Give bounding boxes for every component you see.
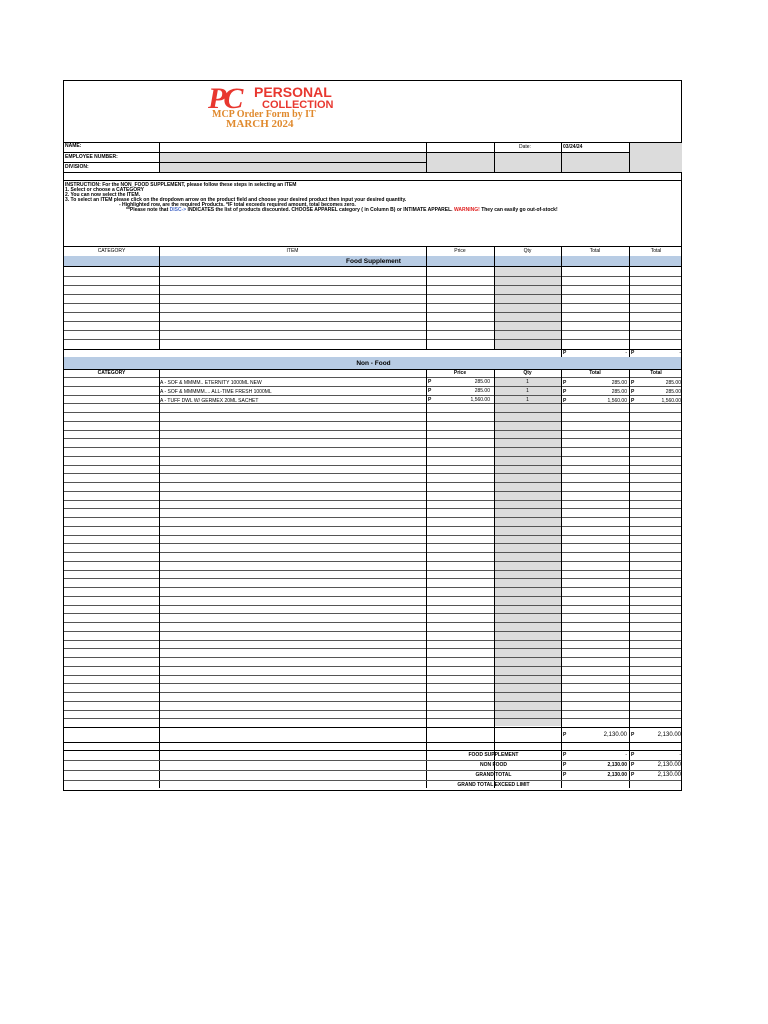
summary-food-value-2: - (679, 752, 681, 758)
nonfood-row-1-item[interactable]: A - SOF & MMMM.. ETERNITY 1000ML NEW (160, 380, 262, 386)
disc-indicator: DISC-> (169, 207, 187, 213)
logo-personal-text: PERSONAL (254, 84, 332, 100)
summary-nonfood-currency: P (563, 762, 567, 768)
summary-grand-total-value: 2,130.00 (607, 772, 627, 778)
nonfood-row-3-currency-total: P (563, 398, 567, 404)
name-label: NAME: (65, 143, 82, 149)
summary-grand-total-value-2: 2,130.00 (657, 772, 681, 778)
form-month: MARCH 2024 (226, 118, 294, 130)
order-form-sheet (63, 80, 682, 791)
instruction-line-2: 1. Select or choose a CATEGORY (65, 187, 144, 193)
grid-row-line (64, 508, 681, 509)
summary-nonfood-value-2: 2,130.00 (657, 762, 681, 768)
nonfood-col-category: CATEGORY (97, 370, 126, 376)
col-item: ITEM (286, 248, 299, 254)
nonfood-row-3-price: 1,560.00 (470, 397, 490, 403)
nonfood-subtotal-currency: P (563, 732, 567, 738)
instruction-line-3: 2. You can now select the ITEM. (65, 192, 141, 198)
instruction-line-5: - Highlighted row, are the required Products. *IF total exceeds required amount, total becomes zero. (119, 202, 356, 208)
food-subtotal-2: - (679, 350, 681, 356)
food-supplement-title: Food Supplement (346, 258, 401, 265)
summary-nonfood-value: 2,130.00 (607, 762, 627, 768)
summary-grand-total-label: GRAND TOTAL (475, 772, 512, 778)
grid-row-line (64, 648, 681, 649)
nonfood-row-2-total: 285.00 (611, 389, 627, 395)
nonfood-row-2-item[interactable]: A - SOF & MMMMM.... ALL-TIME FRESH 1000ML (160, 389, 272, 395)
nonfood-row-1-total-2: 285.00 (665, 380, 681, 386)
grid-row-line (64, 421, 681, 422)
col-total: Total (589, 248, 601, 254)
nonfood-row-1-qty[interactable]: 1 (526, 379, 529, 385)
grid-row-line (64, 430, 681, 431)
grid-row-line (64, 657, 681, 658)
nonfood-subtotal: 2,130.00 (603, 732, 627, 738)
grid-row-line (64, 491, 681, 492)
logo-collection-text: COLLECTION (262, 99, 334, 111)
summary-grand-currency: P (563, 772, 567, 778)
nonfood-col-price: Price (453, 370, 467, 376)
instruction-line-4: 3. To select an ITEM please click on the dropdown arrow on the product field and choose your desired product then input your desired quantity. (65, 197, 407, 203)
logo-pc-mark: PC (208, 82, 241, 115)
grid-row-line (64, 596, 681, 597)
division-label: DIVISION: (65, 164, 89, 170)
grid-row-line (64, 578, 681, 579)
summary-food-currency-2: P (631, 752, 635, 758)
form-title: MCP Order Form by IT (212, 109, 316, 120)
col-total-2: Total (650, 248, 662, 254)
summary-food-currency: P (563, 752, 567, 758)
grid-row-line (64, 526, 681, 527)
non-food-title: Non - Food (356, 360, 391, 367)
nonfood-row-2-currency-total-2: P (631, 389, 635, 395)
col-qty: Qty (523, 248, 532, 254)
grid-row-line (64, 605, 681, 606)
grid-row-line (64, 482, 681, 483)
date-label: Date: (519, 144, 531, 150)
grid-row-line (64, 456, 681, 457)
grid-row-line (64, 386, 681, 387)
grid-row-line (64, 438, 681, 439)
food-subtotal: - (625, 350, 627, 356)
col-price: Price (454, 248, 466, 254)
grid-row-line (64, 622, 681, 623)
nonfood-row-3-item[interactable]: A - TUFF DWL W/ GERMEX 20ML SACHET (160, 398, 259, 404)
nonfood-row-2-currency: P (428, 388, 432, 394)
employee-number-label: EMPLOYEE NUMBER: (65, 154, 118, 160)
nonfood-row-1-currency-total-2: P (631, 380, 635, 386)
nonfood-subtotal-currency-2: P (631, 732, 635, 738)
nonfood-subtotal-2: 2,130.00 (657, 732, 681, 738)
summary-grand-currency-2: P (631, 772, 635, 778)
nonfood-col-total-2: Total (650, 370, 662, 376)
grid-row-line (64, 692, 681, 693)
warning-text: WARNING! (453, 207, 480, 213)
nonfood-row-2-currency-total: P (563, 389, 567, 395)
food-currency-2: P (631, 350, 635, 356)
nonfood-row-2-qty[interactable]: 1 (526, 388, 529, 394)
nonfood-row-1-currency-total: P (563, 380, 567, 386)
nonfood-row-1-total: 285.00 (611, 380, 627, 386)
instruction-line-6: **Please note that DISC-> INDICATES the list of products discounted. CHOOSE APPAREL category ( in Column B) or INTIMATE APPAREL. WARNING! They can easily go out-of-stock! (126, 207, 558, 213)
grid-row-line (64, 613, 681, 614)
nonfood-row-2-total-2: 285.00 (665, 389, 681, 395)
grid-row-line (64, 666, 681, 667)
instruction-line-1: INSTRUCTION: For the NON_FOOD SUPPLEMENT, please follow these steps in selecting an ITEM (65, 182, 297, 188)
grid-row-line (64, 587, 681, 588)
grid-row-line (64, 552, 681, 553)
grid-row-line (64, 447, 681, 448)
nonfood-row-1-price: 285.00 (474, 379, 490, 385)
grid-row-line (64, 561, 681, 562)
col-category: CATEGORY (97, 248, 126, 254)
grid-row-line (64, 675, 681, 676)
nonfood-col-qty: Qty (523, 370, 532, 376)
grid-row-line (64, 701, 681, 702)
grid-row-line (64, 500, 681, 501)
grid-row-line (64, 570, 681, 571)
grid-row-line (64, 543, 681, 544)
grid-row-line (64, 718, 681, 719)
nonfood-col-total: Total (589, 370, 601, 376)
grid-row-line (64, 465, 681, 466)
grid-row-line (64, 403, 681, 404)
grid-row-line (64, 683, 681, 684)
nonfood-row-3-total: 1,560.00 (607, 398, 627, 404)
nonfood-row-1-currency: P (428, 379, 432, 385)
summary-nonfood-currency-2: P (631, 762, 635, 768)
summary-food-value: - (625, 752, 627, 758)
grid-row-line (64, 535, 681, 536)
summary-exceed-limit-label: GRAND TOTAL EXCEED LIMIT (457, 782, 530, 788)
nonfood-row-3-currency-total-2: P (631, 398, 635, 404)
grid-row-line (64, 517, 681, 518)
summary-food-label: FOOD SUPPLEMENT (468, 752, 519, 758)
date-value[interactable]: 03/24/24 (563, 144, 583, 150)
grid-row-line (64, 631, 681, 632)
summary-nonfood-label: NON FOOD (480, 762, 507, 768)
nonfood-row-3-total-2: 1,560.00 (661, 398, 681, 404)
nonfood-row-2-price: 285.00 (474, 388, 490, 394)
nonfood-row-3-currency: P (428, 397, 432, 403)
grid-row-line (64, 412, 681, 413)
food-currency: P (563, 350, 567, 356)
grid-row-line (64, 710, 681, 711)
nonfood-row-3-qty[interactable]: 1 (526, 397, 529, 403)
grid-row-line (64, 473, 681, 474)
grid-row-line (64, 395, 681, 396)
grid-row-line (64, 640, 681, 641)
